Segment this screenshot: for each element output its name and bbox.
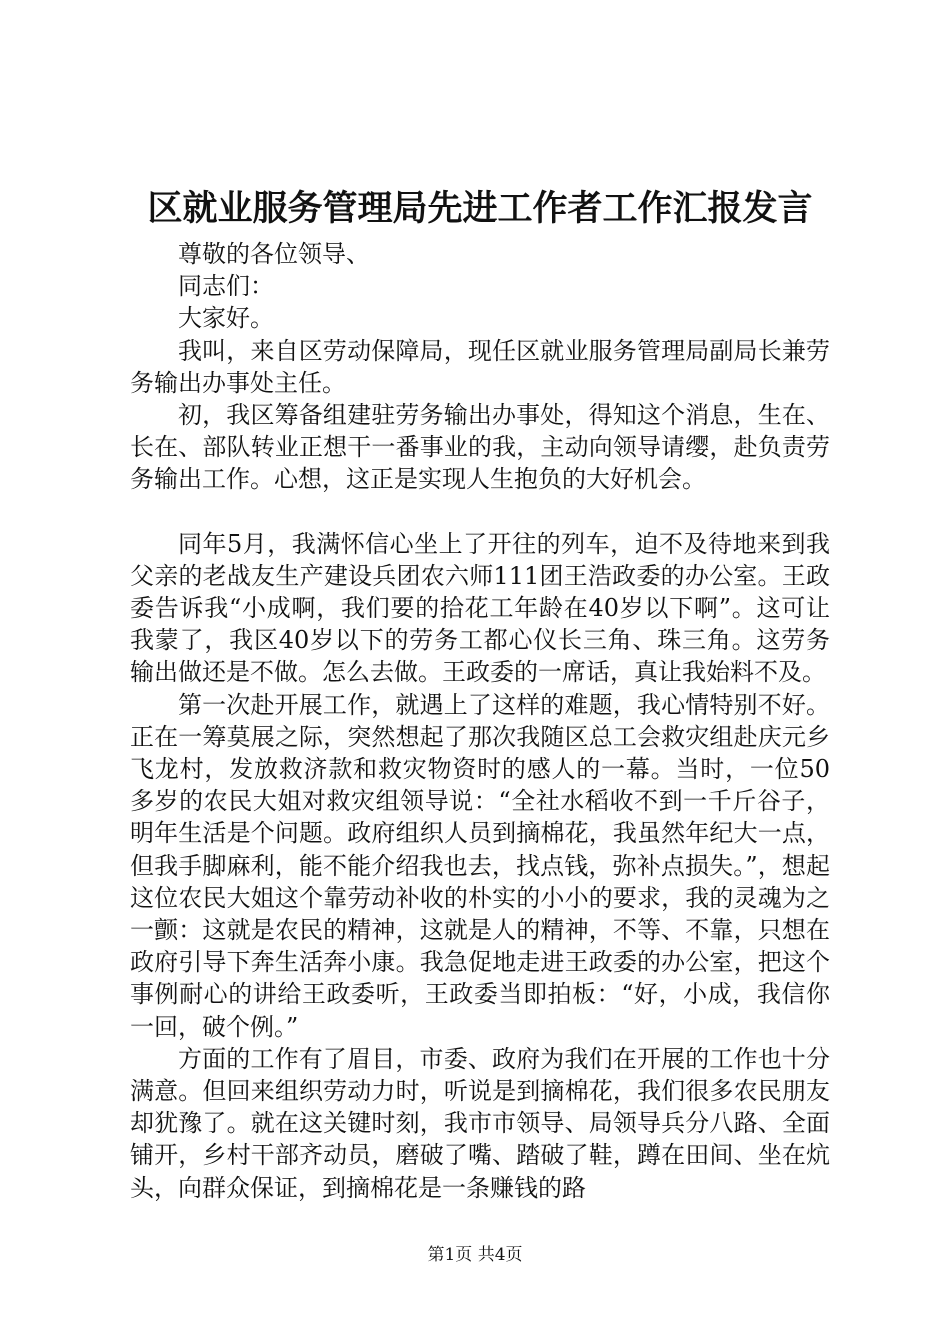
paragraph-introduction: 我叫，来自区劳动保障局，现任区就业服务管理局副局长兼劳务输出办事处主任。 [130, 336, 830, 397]
page-number-footer: 第1页 共4页 [427, 1245, 523, 1265]
paragraph-beginning: 初，我区筹备组建驻劳务输出办事处，得知这个消息，生在、长在、部队转业正想干一番事业的我，主动向领导请缨，赴负责劳务输出工作。心想，这正是实现人生抱负的大好机会。 [130, 401, 830, 494]
paragraph-greeting: 大家好。 [178, 304, 274, 333]
paragraph-first-difficulty: 第一次赴开展工作，就遇上了这样的难题，我心情特别不好。正在一筹莫展之际，突然想起了那次我随区总工会救灾组赴庆元乡飞龙村，发放救济款和救灾物资时的感人的一幕。当时，一位50多岁的农民大姐对救灾组领导说：“全社水稻收不到一千斤谷子，明年生活是个问题。政府组织人员到摘棉花，我虽然年纪大一点，但我手脚麻利，能不能介绍我也去，找点钱，弥补点损失。”，想起这位农民大姐这个靠劳动补收的朴实的小小的要求，我的灵魂为之一颤：这就是农民的精神，这就是人的精神，不等、不靠，只想在政府引导下奔生活奔小康。我急促地走进王政委的办公室，把这个事例耐心的讲给王政委听，王政委当即拍板：“好，小成，我信你一回，破个例。” [130, 690, 830, 1041]
document-body [130, 238, 830, 1204]
paragraph-may-trip: 同年5月，我满怀信心坐上了开往的列车，迫不及待地来到我父亲的老战友生产建设兵团农六师111团王浩政委的办公室。王政委告诉我“小成啊，我们要的拾花工年龄在40岁以下啊”。这可让我蒙了，我区40岁以下的劳务工都心仪长三角、珠三角。这劳务输出做还是不做。怎么去做。王政委的一席话，真让我始料不及。 [130, 529, 830, 687]
paragraph-salutation-2: 同志们： [178, 272, 274, 301]
paragraph-salutation-1: 尊敬的各位领导、 [178, 240, 370, 268]
document-title: 区就业服务管理局先进工作者工作汇报发言 [147, 188, 813, 229]
paragraph-mobilization: 方面的工作有了眉目，市委、政府为我们在开展的工作也十分满意。但回来组织劳动力时，听说是到摘棉花，我们很多农民朋友却犹豫了。就在这关键时刻，我市市领导、局领导兵分八路、全面铺开，乡村干部齐动员，磨破了嘴、踏破了鞋，蹲在田间、坐在炕头，向群众保证，到摘棉花是一条赚钱的路 [130, 1044, 830, 1202]
